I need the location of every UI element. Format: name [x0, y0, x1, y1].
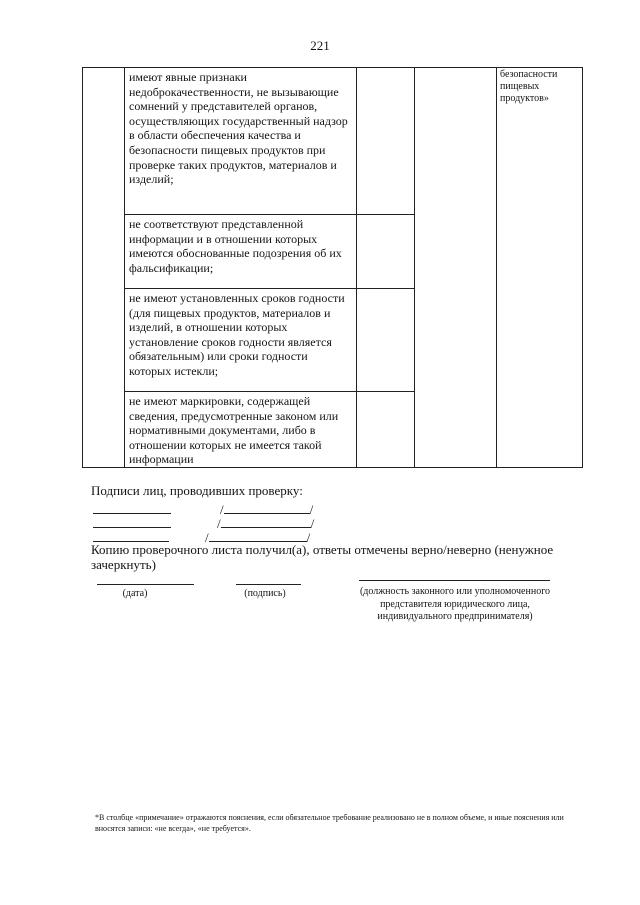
- signatures-title: Подписи лиц, проводивших проверку:: [91, 483, 303, 498]
- slash: /: [310, 516, 315, 531]
- table-row: [83, 289, 583, 392]
- table-row: [83, 68, 583, 215]
- number-cell: [83, 68, 125, 215]
- number-cell: [83, 289, 125, 392]
- slash: /: [306, 530, 311, 545]
- slash: /: [205, 530, 209, 545]
- date-blank[interactable]: [97, 584, 194, 585]
- signature-blank[interactable]: [221, 517, 311, 528]
- slash: /: [217, 516, 221, 531]
- answer-cell: [415, 215, 497, 289]
- copy-received-text: Копию проверочного листа получил(а), ответы отмечены верно/неверно (ненужное зачеркнуть): [91, 542, 554, 572]
- signature-row: [217, 517, 314, 530]
- number-cell: [83, 392, 125, 468]
- answer-cell: [415, 289, 497, 392]
- slash: /: [220, 502, 224, 517]
- name-blank[interactable]: [93, 503, 171, 514]
- signature-blank[interactable]: [236, 584, 301, 585]
- table-row: [83, 392, 583, 468]
- answer-cell: [357, 215, 415, 289]
- answer-cell: [357, 392, 415, 468]
- signature-row: [220, 503, 313, 516]
- requirement-cell: имеют явные признаки недоброкачественности, не вызывающие сомнений у представителей органов, осуществляющих государственный надзор в области обеспечения качества и безопасности пищевых продуктов при проверке таких продуктов, материалов и изделий;: [125, 68, 357, 215]
- answer-cell: [357, 68, 415, 215]
- footnote: *В столбце «примечание» отражаются пояснения, если обязательное требование реализовано не в полном объеме, и иные пояснения или вносятся записи: «не всегда», «не требуется».: [95, 813, 564, 833]
- date-caption: (дата): [122, 588, 148, 599]
- requirement-cell: не имеют маркировки, содержащей сведения, предусмотренные законом или нормативными документами, либо в отношении которых не имеется такой информации: [125, 392, 357, 468]
- note-cell: безопасности пищевых продуктов»: [497, 68, 583, 215]
- answer-cell: [357, 289, 415, 392]
- position-caption-1: (должность законного или уполномоченного: [359, 586, 551, 597]
- signature-caption: (подпись): [244, 588, 286, 599]
- answer-cell: [415, 68, 497, 215]
- page-number: 221: [310, 38, 330, 53]
- checklist-table: [82, 67, 583, 468]
- signature-blank[interactable]: [209, 531, 307, 542]
- position-caption-2: представителя юридического лица,: [380, 599, 530, 610]
- note-cell: [497, 392, 583, 468]
- requirement-cell: не соответствуют представленной информации и в отношении которых имеются обоснованные подозрения об их фальсификации;: [125, 215, 357, 289]
- note-cell: [497, 289, 583, 392]
- note-cell: [497, 215, 583, 289]
- signature-blank[interactable]: [224, 503, 310, 514]
- position-caption-3: индивидуального предпринимателя): [377, 611, 533, 622]
- signature-row: [93, 503, 171, 516]
- signature-row: [93, 517, 171, 530]
- table-row: [83, 215, 583, 289]
- answer-cell: [415, 392, 497, 468]
- position-blank[interactable]: [359, 580, 550, 581]
- name-blank[interactable]: [93, 531, 169, 542]
- number-cell: [83, 215, 125, 289]
- name-blank[interactable]: [93, 517, 171, 528]
- slash: /: [309, 502, 314, 517]
- requirement-cell: не имеют установленных сроков годности (для пищевых продуктов, материалов и изделий, в отношении которых установление сроков годности является обязательным) или сроки годности которых истекли;: [125, 289, 357, 392]
